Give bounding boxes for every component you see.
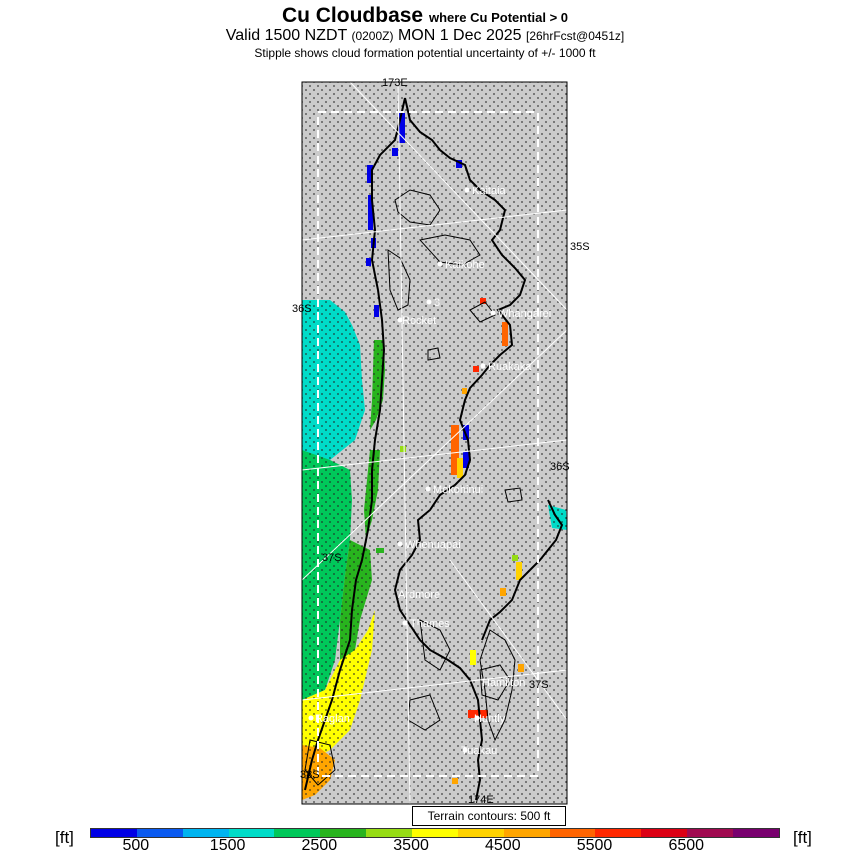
town-label-3: 3 (434, 297, 441, 309)
colorbar-segment (687, 829, 733, 837)
colorbar-segment (733, 829, 779, 837)
town-hamilton: Hamilton (482, 677, 526, 689)
town-whangarei: Whangarei (498, 308, 552, 320)
lat-label-37s-west: 37S (322, 552, 342, 564)
lon-label-174E: 174E (468, 794, 494, 806)
valid-date: MON 1 Dec 2025 (397, 27, 522, 44)
colorbar-segment (274, 829, 320, 837)
town-ardmore: Ardmore (398, 589, 441, 601)
colorbar-tick-label: 5500 (576, 837, 613, 854)
town-rocket: Rocket (402, 315, 437, 327)
colorbar-segment (229, 829, 275, 837)
stipple-note: Stipple shows cloud formation potential uncertainty of +/- 1000 ft (254, 46, 596, 60)
lat-label-35s: 35S (570, 241, 590, 253)
colorbar-tick-label: 6500 (668, 837, 705, 854)
colorbar-segment (595, 829, 641, 837)
lon-label-173E: 173E (382, 77, 408, 89)
colorbar-segment (183, 829, 229, 837)
valid-utc: (0200Z) (351, 29, 394, 43)
valid-main: Valid 1500 NZDT (225, 27, 347, 44)
colorbar-segment (412, 829, 458, 837)
colorbar-tick-label: 1500 (209, 837, 246, 854)
colorbar-segment (458, 829, 504, 837)
town-whenuapai: Whenuapai (405, 539, 461, 551)
lat-label-38s: 38S (300, 769, 320, 781)
colorbar-segment (504, 829, 550, 837)
lat-label-36s-east: 36S (550, 461, 570, 473)
title-sub: where Cu Potential > 0 (428, 10, 569, 25)
colorbar-tick-label: 500 (122, 837, 150, 854)
colorbar-segment (366, 829, 412, 837)
terrain-contours-note: Terrain contours: 500 ft (412, 806, 566, 826)
colorbar-tick-label: 3500 (393, 837, 429, 854)
town-tuakau: Tuakau (461, 745, 498, 757)
town-mokohinui: Mokohinui (433, 484, 484, 496)
colorbar-unit-left: [ft] (55, 828, 74, 847)
colorbar-segment (550, 829, 596, 837)
town-huntly: Huntly (474, 713, 506, 725)
colorbar-segment (320, 829, 366, 837)
colorbar-tick-label: 2500 (301, 837, 338, 854)
colorbar-segment (91, 829, 137, 837)
town-raglan: Raglan (315, 713, 350, 725)
colorbar-unit-right: [ft] (793, 828, 812, 847)
forecast-info: [26hrFcst@0451z] (526, 29, 625, 43)
colorbar-tick-label: 4500 (485, 837, 521, 854)
colorbar-segment (137, 829, 183, 837)
town-kaikohe: Kaikohe (445, 259, 485, 271)
town-thames: Thames (410, 618, 450, 630)
town-kaitaia: Kaitaia (472, 185, 506, 197)
lat-label-37s-east: 37S (529, 679, 549, 691)
lat-label-36s-west: 36S (292, 303, 312, 315)
colorbar-segment (641, 829, 687, 837)
title-main: Cu Cloudbase (281, 4, 424, 27)
town-ruakaka: Ruakaka (488, 361, 532, 373)
